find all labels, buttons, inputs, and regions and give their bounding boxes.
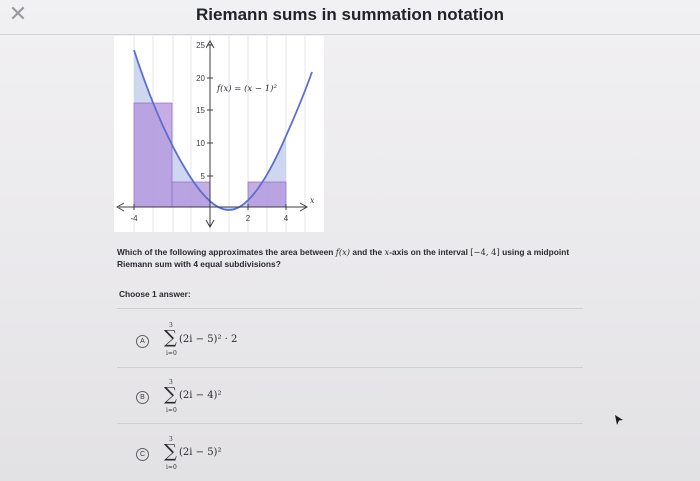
riemann-graph	[114, 36, 324, 232]
riemann-rect-1	[134, 103, 172, 207]
page-title: Riemann sums in summation notation	[196, 5, 504, 24]
mouse-pointer-icon	[614, 414, 624, 426]
x-axis-letter: x	[310, 196, 315, 205]
choice-radio-c[interactable]: C	[136, 448, 149, 461]
choice-radio-a[interactable]: A	[136, 335, 149, 348]
answer-choice-a[interactable]	[136, 322, 566, 364]
choice-expression: 3 ∑ i=0 (2i − 4)²	[164, 379, 222, 414]
title-divider	[0, 34, 700, 35]
choice-radio-b[interactable]: B	[136, 391, 149, 404]
divider	[117, 367, 583, 368]
divider	[117, 423, 583, 424]
question-text: Which of the following approximates the area between f(x) and the x-axis on the interval [−4, 4] using a midpoint Riemann sum with 4 equal subdivisions?	[117, 247, 570, 269]
close-icon: ✕	[8, 1, 28, 26]
math-interval: [−4, 4]	[470, 247, 500, 257]
choice-expression: 3 ∑ i=0 (2i − 5)²	[164, 436, 222, 471]
y-tick-label: 25	[196, 41, 205, 50]
x-tick-label: 2	[245, 214, 251, 223]
math-x-var: x	[384, 247, 390, 257]
choice-expression: 3 ∑ i=0 (2i − 5)² · 2	[164, 322, 238, 357]
y-tick-label: 5	[200, 172, 205, 181]
answer-choice-b[interactable]	[136, 379, 566, 421]
function-label: f(x) = (x − 1)²	[217, 84, 277, 94]
answer-choice-c[interactable]	[136, 436, 566, 478]
y-tick-label: 15	[196, 106, 205, 115]
y-tick-label: 10	[196, 139, 205, 148]
x-tick-label: 4	[283, 214, 289, 223]
x-tick-label: -4	[130, 214, 138, 223]
divider	[117, 308, 583, 309]
choose-label: Choose 1 answer:	[119, 289, 191, 299]
math-f-of-x: f(x)	[335, 247, 351, 257]
y-tick-label: 20	[196, 74, 205, 83]
